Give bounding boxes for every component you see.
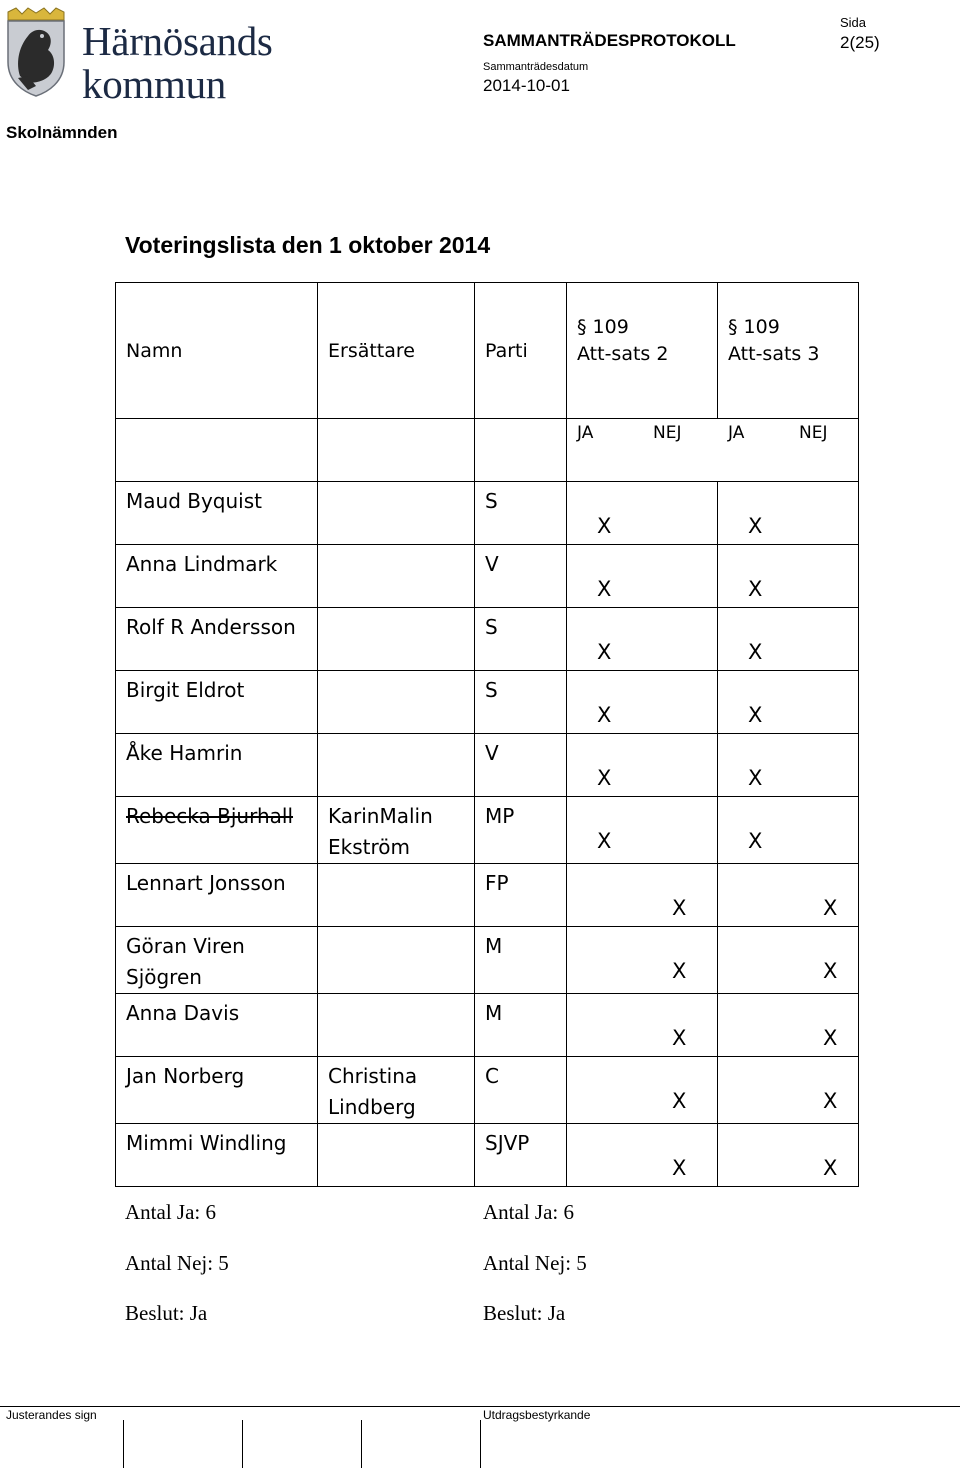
footer-divider (0, 1406, 960, 1407)
party: S (485, 615, 498, 639)
vote-mark-att-sats-3: X (748, 703, 763, 727)
subheader-empty-cell (116, 419, 318, 482)
table-row (116, 994, 859, 1057)
vote-att-sats-3-cell (718, 734, 859, 797)
substitute-name (318, 927, 474, 931)
substitute-name: KarinMalin Ekström (328, 804, 433, 859)
table-row (116, 545, 859, 608)
party: FP (485, 871, 509, 895)
signature-box-divider (480, 1420, 481, 1468)
vote-mark-att-sats-2: X (597, 577, 612, 601)
substitute-name-cell (318, 482, 475, 545)
table-row (116, 797, 859, 864)
option-att-sats-3-ja: JA (728, 423, 745, 443)
member-name-cell (116, 671, 318, 734)
substitute-name-cell (318, 671, 475, 734)
party: C (485, 1064, 499, 1088)
att-sats-2-no-count: Antal Nej: 5 (125, 1251, 229, 1275)
vote-mark-att-sats-3: X (748, 829, 763, 853)
vote-mark-att-sats-2: X (597, 640, 612, 664)
table-header-row (116, 283, 859, 419)
substitute-name (318, 864, 474, 868)
member-name-cell (116, 734, 318, 797)
committee-name: Skolnämnden (6, 123, 118, 142)
table-row (116, 1124, 859, 1187)
att-sats-3-yes-count: Antal Ja: 6 (483, 1200, 574, 1224)
substitute-name (318, 1124, 474, 1128)
table-subheader-row (116, 419, 859, 482)
page-number: 2(25) (840, 33, 880, 52)
option-att-sats-2-nej: NEJ (653, 423, 682, 443)
member-name-cell (116, 1057, 318, 1124)
substitute-name-cell (318, 545, 475, 608)
vote-mark-att-sats-2: X (672, 1026, 687, 1050)
date-label: Sammanträdesdatum (483, 61, 589, 73)
table-row (116, 608, 859, 671)
footer-extract-label: Utdragsbestyrkande (483, 1408, 591, 1422)
vote-att-sats-2-cell (567, 927, 718, 994)
vote-mark-att-sats-3: X (748, 577, 763, 601)
column-header-motion-att-sats-3 (718, 283, 859, 419)
municipal-coat-of-arms-logo (6, 6, 66, 98)
substitute-name (318, 994, 474, 998)
vote-mark-att-sats-3: X (823, 959, 838, 983)
member-name: Rolf R Andersson (126, 615, 296, 639)
party-cell (475, 1124, 567, 1187)
table-row (116, 927, 859, 994)
motion-att-sats-2-label: Att-sats 2 (577, 343, 669, 365)
vote-att-sats-3-cell (718, 545, 859, 608)
vote-att-sats-2-cell (567, 482, 718, 545)
org-name-line1: Härnösands (82, 18, 273, 64)
table-row (116, 734, 859, 797)
table-row (116, 864, 859, 927)
table-row (116, 671, 859, 734)
att-sats-3-no-count: Antal Nej: 5 (483, 1251, 587, 1275)
vote-mark-att-sats-2: X (597, 514, 612, 538)
member-name-cell (116, 1124, 318, 1187)
column-header-motion-att-sats-2 (567, 283, 718, 419)
att-sats-3-decision: Beslut: Ja (483, 1301, 566, 1325)
option-att-sats-2-ja: JA (577, 423, 594, 443)
member-name: Anna Lindmark (126, 552, 278, 576)
party-cell (475, 482, 567, 545)
substitute-name-cell (318, 1124, 475, 1187)
option-att-sats-3-nej: NEJ (799, 423, 828, 443)
table-row (116, 1057, 859, 1124)
substitute-name (318, 608, 474, 612)
vote-att-sats-2-cell (567, 994, 718, 1057)
substitute-name-cell (318, 994, 475, 1057)
vote-att-sats-3-cell (718, 671, 859, 734)
column-header-party: Parti (475, 283, 567, 419)
vote-att-sats-2-cell (567, 734, 718, 797)
member-name: Jan Norberg (126, 1064, 245, 1088)
member-name-cell (116, 864, 318, 927)
vote-att-sats-2-cell (567, 1124, 718, 1187)
substitute-name-cell (318, 608, 475, 671)
document-title: SAMMANTRÄDESPROTOKOLL (483, 31, 736, 50)
table-row (116, 482, 859, 545)
vote-att-sats-3-cell (718, 1057, 859, 1124)
party: V (485, 741, 499, 765)
vote-mark-att-sats-2: X (597, 703, 612, 727)
vote-mark-att-sats-3: X (748, 640, 763, 664)
party-cell (475, 671, 567, 734)
vote-mark-att-sats-3: X (823, 1089, 838, 1113)
vote-options-cell (567, 419, 859, 482)
vote-mark-att-sats-3: X (748, 766, 763, 790)
signature-box-divider (123, 1420, 124, 1468)
member-name: Göran Viren Sjögren (126, 934, 245, 989)
party-cell (475, 608, 567, 671)
organization-name (82, 20, 273, 106)
member-name: Åke Hamrin (126, 741, 243, 765)
column-header-substitute: Ersättare (318, 283, 475, 419)
member-name-cell (116, 608, 318, 671)
member-name-cell (116, 927, 318, 994)
substitute-name (318, 734, 474, 738)
vote-mark-att-sats-2: X (672, 896, 687, 920)
substitute-name-cell (318, 1057, 475, 1124)
vote-att-sats-3-cell (718, 1124, 859, 1187)
party: M (485, 934, 503, 958)
vote-att-sats-2-cell (567, 797, 718, 864)
party-cell (475, 994, 567, 1057)
vote-mark-att-sats-3: X (823, 896, 838, 920)
vote-att-sats-2-cell (567, 545, 718, 608)
party: M (485, 1001, 503, 1025)
subheader-empty-cell (318, 419, 475, 482)
party-cell (475, 734, 567, 797)
vote-att-sats-2-cell (567, 1057, 718, 1124)
vote-att-sats-3-cell (718, 994, 859, 1057)
substitute-name: Christina Lindberg (328, 1064, 418, 1119)
vote-mark-att-sats-2: X (672, 959, 687, 983)
vote-mark-att-sats-2: X (597, 829, 612, 853)
column-header-name: Namn (116, 283, 318, 419)
member-name: Birgit Eldrot (126, 678, 245, 702)
substitute-name (318, 482, 474, 486)
vote-att-sats-3-cell (718, 482, 859, 545)
member-name-cell (116, 994, 318, 1057)
page-label: Sida (840, 15, 867, 30)
vote-mark-att-sats-3: X (823, 1156, 838, 1180)
party-cell (475, 1057, 567, 1124)
vote-att-sats-3-cell (718, 864, 859, 927)
vote-mark-att-sats-2: X (597, 766, 612, 790)
motion-att-sats-2-paragraph: § 109 (577, 316, 629, 338)
substitute-name-cell (318, 734, 475, 797)
substitute-name-cell (318, 864, 475, 927)
vote-att-sats-3-cell (718, 797, 859, 864)
motion-att-sats-3-label: Att-sats 3 (728, 343, 820, 365)
substitute-name-cell (318, 927, 475, 994)
vote-att-sats-2-cell (567, 864, 718, 927)
party: V (485, 552, 499, 576)
att-sats-2-yes-count: Antal Ja: 6 (125, 1200, 216, 1224)
org-name-line2: kommun (82, 61, 226, 107)
member-name: Anna Davis (126, 1001, 240, 1025)
substitute-name-cell (318, 797, 475, 864)
vote-att-sats-3-cell (718, 608, 859, 671)
vote-mark-att-sats-3: X (748, 514, 763, 538)
att-sats-2-decision: Beslut: Ja (125, 1301, 208, 1325)
party: MP (485, 804, 515, 828)
substitute-name (318, 671, 474, 675)
member-name-cell (116, 482, 318, 545)
member-name: Mimmi Windling (126, 1131, 287, 1155)
member-name-cell (116, 545, 318, 608)
party-cell (475, 864, 567, 927)
voting-table (115, 282, 859, 1187)
party-cell (475, 927, 567, 994)
signature-box-divider (242, 1420, 243, 1468)
signature-box-divider (361, 1420, 362, 1468)
member-name: Lennart Jonsson (126, 871, 286, 895)
party: S (485, 678, 498, 702)
vote-att-sats-2-cell (567, 608, 718, 671)
date-value: 2014-10-01 (483, 76, 570, 95)
member-name-cell (116, 797, 318, 864)
vote-att-sats-2-cell (567, 671, 718, 734)
member-name: Maud Byquist (126, 489, 262, 513)
subheader-empty-cell (475, 419, 567, 482)
motion-att-sats-3-paragraph: § 109 (728, 316, 780, 338)
party-cell (475, 797, 567, 864)
vote-att-sats-3-cell (718, 927, 859, 994)
party-cell (475, 545, 567, 608)
substitute-name (318, 545, 474, 549)
party: S (485, 489, 498, 513)
member-name: Rebecka Bjurhall (126, 804, 294, 828)
vote-mark-att-sats-2: X (672, 1089, 687, 1113)
party: SJVP (485, 1131, 530, 1155)
footer-signature-label: Justerandes sign (6, 1408, 97, 1422)
vote-mark-att-sats-3: X (823, 1026, 838, 1050)
page-heading: Voteringslista den 1 oktober 2014 (125, 232, 491, 258)
vote-mark-att-sats-2: X (672, 1156, 687, 1180)
